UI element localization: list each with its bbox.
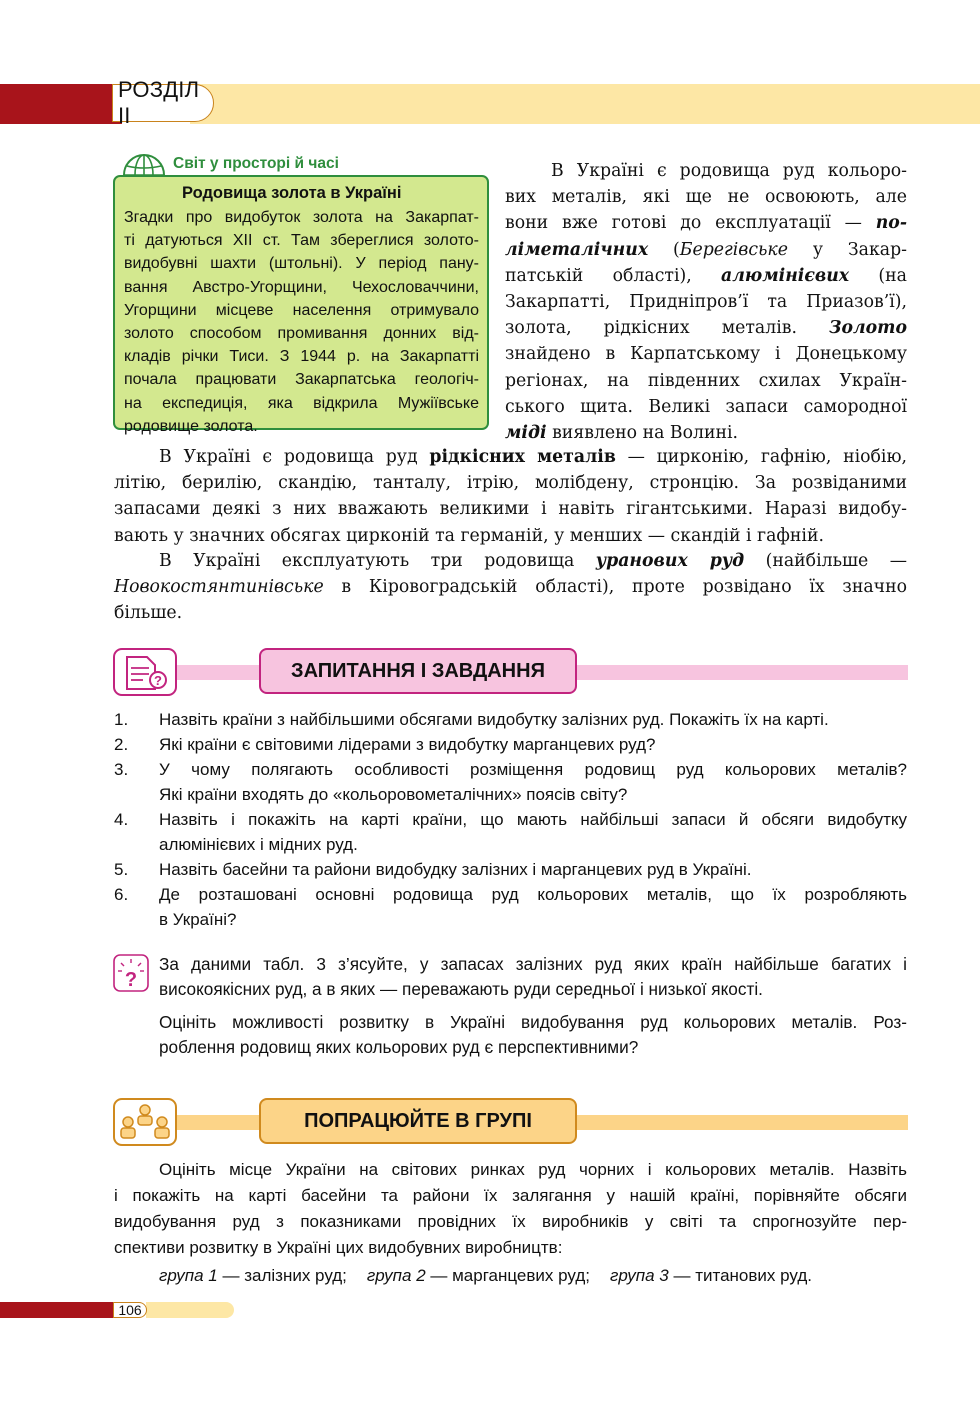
box-text (124, 206, 479, 438)
text-span: В Україні експлуатують три родовища (159, 551, 596, 571)
think-text: Оцініть можливості розвитку в Україні видобування руд кольорових металів. Роз- (159, 1012, 907, 1032)
group-label: група 3 (609, 1266, 669, 1285)
text-span: В Україні є родовища руд кольоро- (551, 161, 907, 181)
question-number: 1. (114, 710, 129, 729)
section-title: РОЗДІЛ ІІ (118, 77, 200, 128)
text-span: міді (505, 423, 547, 443)
text-line (114, 523, 907, 549)
group-title: ПОПРАЦЮЙТЕ В ГРУПІ (304, 1109, 532, 1132)
text-line (505, 289, 907, 315)
text-span: ського щита. Великі запаси самородної (505, 396, 907, 417)
box-text-line: Угорщини місцеве населення отримувало (124, 301, 479, 319)
text-span: В Україні є родовища руд (159, 447, 430, 467)
text-line (505, 263, 907, 289)
text-span: Берегівське (679, 239, 788, 260)
box-text-line: кладів річки Тиси. З 1944 р. на Закарпатті (124, 348, 479, 366)
group-label: група 1 (159, 1266, 218, 1285)
question-number: 4. (114, 810, 129, 829)
question-number: 5. (114, 860, 129, 879)
text-line (114, 600, 907, 626)
question-text: Назвіть басейни та райони видобудку залізних і марганцевих руд в Україні. (159, 860, 752, 879)
group-people-icon (113, 1098, 177, 1146)
question-text: Де розташовані основні родовища руд кольорових металів, що їх розробляють (159, 885, 907, 904)
text-span: (на (849, 265, 907, 286)
text-line (505, 210, 907, 236)
text-span: золота, рідкісних металів. (505, 318, 830, 339)
text-span: ліметалічних (505, 239, 649, 260)
text-span: запасами деякі з них вважають великими і навіть гігантськими. Наразі видобу- (114, 499, 907, 520)
text-line (505, 394, 907, 420)
group-assignments (159, 1263, 812, 1288)
text-span: рідкісних металів (429, 447, 616, 467)
text-span: Закарпатті, Придніпров’ї та Приазов’ї), (505, 292, 907, 312)
text-line (505, 315, 907, 341)
question-text: в Україні? (159, 910, 237, 929)
document-question-icon (113, 648, 177, 696)
text-span: в Кіровоградській області), проте розвідано їх значно (323, 577, 907, 598)
text-span: літію, берилію, скандію, танталу, ітрію, молібдену, стронцію. За розвіданими (114, 473, 907, 494)
question-text: Назвіть і покажіть на карті країни, що мають найбільші запаси й обсяги видобутку (159, 810, 907, 829)
think-text: За даними табл. 3 з’ясуйте, у запасах залізних руд яких країн найбільше багатих і (159, 954, 907, 974)
text-span: Новокостянтинівське (114, 577, 324, 598)
group-bar-right (576, 1115, 908, 1130)
text-line (505, 341, 907, 367)
group-bar-left (177, 1115, 261, 1130)
text-span: Золото (829, 318, 907, 339)
text-span: вають у значних обсягах цирконій та германій, у менших — скандій і гафній. (114, 525, 824, 546)
question-number: 6. (114, 885, 129, 904)
header-red-band (0, 84, 122, 124)
text-span: алюмінієвих (721, 265, 850, 286)
think-text: роблення родовищ яких кольорових руд є перспективними? (159, 1037, 639, 1057)
text-span: по- (875, 213, 907, 234)
text-span: — цирконію, гафнію, ніобію, (615, 447, 907, 467)
page-number (113, 1302, 147, 1318)
box-text-line: Згадки про видобуток золота на Закарпат- (124, 209, 479, 226)
text-span: вих металів, які ще не освоюють, але (505, 187, 907, 208)
question-text: алюмінієвих і мідних руд. (159, 835, 358, 854)
questions-title-pill (259, 648, 577, 694)
box-text-line: видобувні шахти (штольні). У період пану- (124, 255, 479, 273)
text-line (505, 420, 907, 446)
page-number-text: 106 (118, 1302, 142, 1318)
text-line (505, 368, 907, 394)
questions-title: ЗАПИТАННЯ І ЗАВДАННЯ (291, 659, 545, 682)
questions-bar-right (576, 665, 908, 680)
text-line (551, 158, 907, 184)
svg-text:?: ? (154, 673, 162, 688)
questions-bar-left (177, 665, 261, 680)
group-text: спективи розвитку в Україні цих видобувних виробництв: (114, 1238, 563, 1257)
think-text: високоякісних руд, а в яких — переважають руди середньої і низької якості. (159, 979, 763, 999)
box-text-line: на експедиція, яка відкрила Мужіївське (124, 394, 479, 412)
text-span: виявлено на Волині. (546, 423, 739, 443)
group-topic: — марганцевих руд; (425, 1266, 590, 1285)
box-label: Світ у просторі й часі (173, 155, 339, 172)
section-label (112, 77, 214, 128)
text-span: уранових руд (595, 551, 745, 571)
question-text: Назвіть країни з найбільшими обсягами видобутку залізних руд. Покажіть їх на карті. (159, 710, 829, 729)
footer-yellow-band (146, 1302, 234, 1318)
text-span: у Закар- (787, 239, 907, 260)
group-topic: — залізних руд; (217, 1266, 347, 1285)
question-text: Які країни входять до «кольоровометалічних» поясів світу? (159, 785, 628, 804)
text-span: вони вже готові до експлуатації — (505, 213, 876, 234)
group-topic: — титанових руд. (668, 1266, 812, 1285)
text-line (159, 548, 907, 574)
question-text: У чому полягають особливості розміщення родовищ руд кольорових металів? (159, 760, 907, 779)
question-number: 2. (114, 735, 129, 754)
box-text-line: почала працювати Закарпатська геологіч- (124, 371, 479, 389)
text-span: патській області), (505, 265, 722, 286)
text-line (114, 470, 907, 496)
box-text-line: ті датуються ХІІ ст. Там збереглися золото- (124, 232, 479, 250)
box-text-line: родовище золота. (124, 417, 258, 435)
text-line (159, 444, 907, 470)
question-text: Які країни є світовими лідерами з видобутку марганцевих руд? (159, 735, 656, 754)
box-title: Родовища золота в Україні (182, 184, 402, 202)
header-yellow-band (190, 84, 980, 124)
box-text-line: вання Австро-Угорщини, Чехословаччини, (124, 278, 479, 296)
group-title-pill (259, 1098, 577, 1144)
group-text: Оцініть місце України на світових ринках руд чорних і кольорових металів. Назвіть (159, 1160, 907, 1179)
text-span: більше. (114, 603, 183, 624)
text-line (114, 574, 907, 600)
text-line (505, 237, 907, 263)
lightbulb-question-icon (113, 954, 149, 992)
text-span: ( (648, 239, 680, 260)
text-line (114, 496, 907, 522)
svg-text:?: ? (124, 969, 138, 991)
box-text-line: золото способом промивання донних від- (124, 325, 479, 343)
group-label: група 2 (366, 1266, 426, 1285)
question-number: 3. (114, 760, 129, 779)
text-span: регіонах, на південних схилах Україн- (505, 370, 907, 391)
text-span: знайдено в Карпатському і Донецькому (505, 344, 907, 365)
group-text: і покажіть на карті басейни та райони їх залягання у нашій країні, порівняйте обсяги (114, 1186, 907, 1205)
footer-red-band (0, 1302, 118, 1318)
text-line (505, 184, 907, 210)
text-span: (найбільше — (744, 551, 907, 571)
group-text: видобування руд з показниками провідних їх виробників у світі та спрогнозуйте пер- (114, 1212, 907, 1231)
